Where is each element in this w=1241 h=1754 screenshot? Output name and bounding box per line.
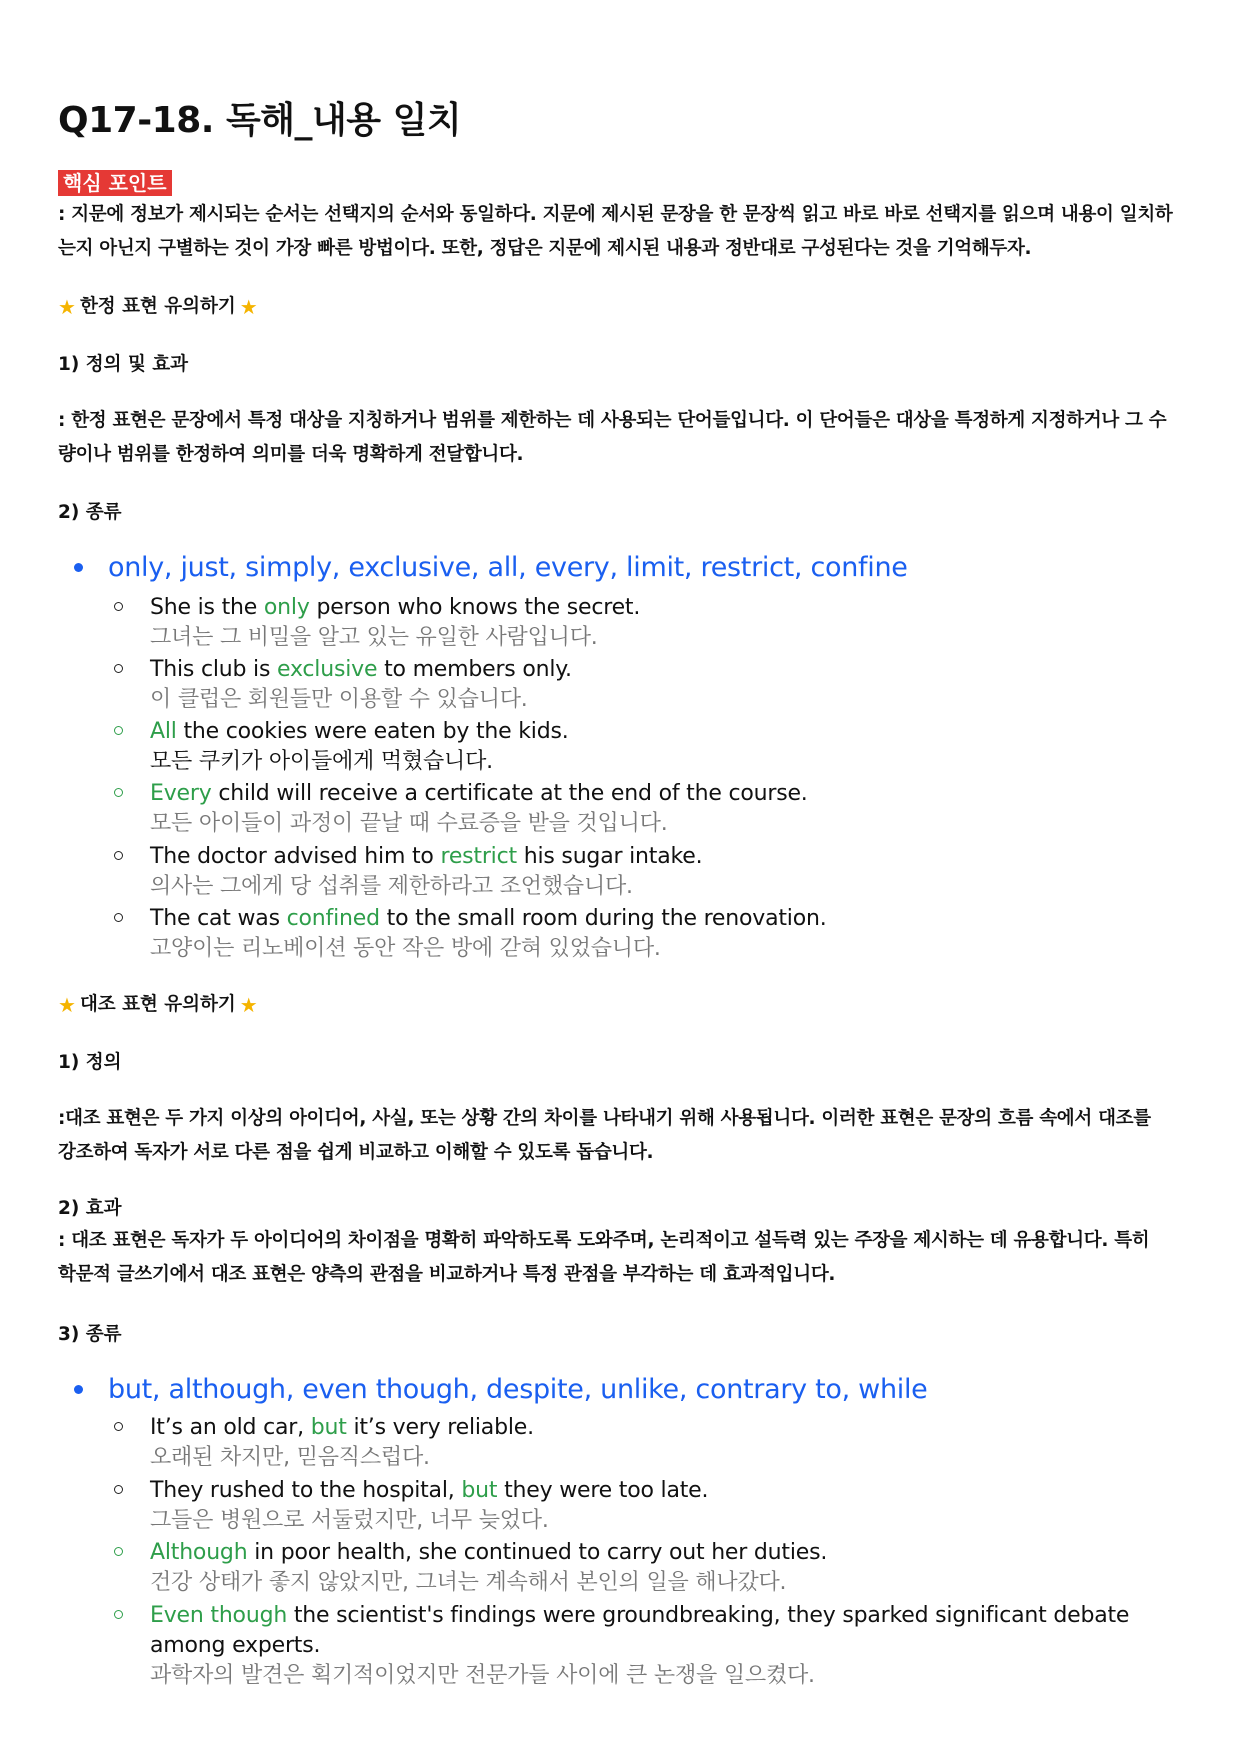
- example-item: [114, 779, 1194, 839]
- example-text: they were too late.: [497, 1478, 709, 1503]
- example-text: his sugar intake.: [516, 844, 703, 869]
- core-point-badge: 핵심 포인트: [58, 170, 172, 196]
- example-translation: 오래된 차지만, 믿음직스럽다.: [150, 1445, 430, 1470]
- example-text: The doctor advised him to: [150, 844, 441, 869]
- example-text: This club is: [150, 657, 278, 682]
- bullet-icon: [74, 1385, 83, 1394]
- circle-bullet-icon: [114, 1485, 123, 1494]
- example-item: [114, 1413, 1194, 1473]
- example-text: The cat was: [150, 906, 287, 931]
- section2-heading-text: 대조 표현 유의하기: [79, 994, 236, 1015]
- circle-bullet-icon: [114, 1422, 123, 1431]
- example-translation: 이 클럽은 회원들만 이용할 수 있습니다.: [150, 687, 528, 712]
- section1-bullet-text: only, just, simply, exclusive, all, every, limit, restrict, confine: [108, 552, 908, 583]
- section2-sub2-label: 2) 효과: [58, 1198, 122, 1219]
- example-keyword: Although: [150, 1540, 248, 1565]
- example-keyword: but: [461, 1478, 498, 1503]
- example-translation: 모든 쿠키가 아이들에게 먹혔습니다.: [150, 749, 493, 774]
- section1-bullet: [74, 552, 908, 583]
- circle-bullet-icon: [114, 602, 123, 611]
- example-keyword: confined: [286, 906, 380, 931]
- circle-bullet-icon: [114, 1547, 123, 1556]
- example-item: [114, 1601, 1184, 1691]
- core-point-text: : 지문에 정보가 제시되는 순서는 선택지의 순서와 동일하다. 지문에 제시된 문장을 한 문장씩 읽고 바로 바로 선택지를 읽으며 내용이 일치하는지 아닌지 구별하는 것이 가장 빠른 방법이다. 또한, 정답은 지문에 제시된 내용과 정반대로 구성된다는 것을 기억해두자.: [58, 204, 1173, 259]
- section1-sub2-label: 2) 종류: [58, 502, 122, 523]
- circle-bullet-icon: [114, 1610, 123, 1619]
- example-item: [114, 842, 1194, 902]
- example-text: to the small room during the renovation.: [379, 906, 827, 931]
- section2-sub3-label: 3) 종류: [58, 1324, 122, 1345]
- example-text: It’s an old car,: [150, 1415, 311, 1440]
- section2-bullet: [74, 1374, 928, 1405]
- circle-bullet-icon: [114, 788, 123, 797]
- example-item: [114, 1476, 1194, 1536]
- page-title: Q17-18. 독해_내용 일치: [58, 100, 462, 141]
- circle-bullet-icon: [114, 664, 123, 673]
- example-keyword: restrict: [440, 844, 517, 869]
- example-translation: 고양이는 리노베이션 동안 작은 방에 갇혀 있었습니다.: [150, 936, 661, 961]
- section1-sub1-label: 1) 정의 및 효과: [58, 354, 189, 375]
- example-translation: 그녀는 그 비밀을 알고 있는 유일한 사람입니다.: [150, 625, 598, 650]
- example-translation: 모든 아이들이 과정이 끝날 때 수료증을 받을 것입니다.: [150, 811, 668, 836]
- example-keyword: only: [263, 595, 310, 620]
- bullet-icon: [74, 563, 83, 572]
- section1-heading-text: 한정 표현 유의하기: [79, 296, 236, 317]
- circle-bullet-icon: [114, 913, 123, 922]
- example-keyword: All: [150, 719, 177, 744]
- example-translation: 의사는 그에게 당 섭취를 제한하라고 조언했습니다.: [150, 874, 633, 899]
- example-keyword: Every: [150, 781, 212, 806]
- section2-sub1-text: :대조 표현은 두 가지 이상의 아이디어, 사실, 또는 상황 간의 차이를 나타내기 위해 사용됩니다. 이러한 표현은 문장의 흐름 속에서 대조를 강조하여 독자가 서로 다른 점을 쉽게 비교하고 이해할 수 있도록 돕습니다.: [58, 1108, 1151, 1163]
- example-item: [114, 717, 1194, 777]
- example-text: They rushed to the hospital,: [150, 1478, 462, 1503]
- example-item: [114, 1538, 1194, 1598]
- example-text: She is the: [150, 595, 264, 620]
- example-translation: 과학자의 발견은 획기적이었지만 전문가들 사이에 큰 논쟁을 일으켰다.: [150, 1663, 815, 1688]
- example-translation: 건강 상태가 좋지 않았지만, 그녀는 계속해서 본인의 일을 해나갔다.: [150, 1570, 787, 1595]
- example-text: to members only.: [377, 657, 572, 682]
- example-text: child will receive a certificate at the end of the course.: [211, 781, 808, 806]
- example-text: in poor health, she continued to carry out her duties.: [247, 1540, 828, 1565]
- example-keyword: Even though: [150, 1603, 288, 1628]
- section2-sub2-text: : 대조 표현은 독자가 두 아이디어의 차이점을 명확히 파악하도록 도와주며, 논리적이고 설득력 있는 주장을 제시하는 데 유용합니다. 특히 학문적 글쓰기에서 대조 표현은 양측의 관점을 비교하거나 특정 관점을 부각하는 데 효과적입니다.: [58, 1230, 1150, 1285]
- example-item: [114, 904, 1194, 964]
- circle-bullet-icon: [114, 851, 123, 860]
- section1-sub1-text: : 한정 표현은 문장에서 특정 대상을 지칭하거나 범위를 제한하는 데 사용되는 단어들입니다. 이 단어들은 대상을 특정하게 지정하거나 그 수량이나 범위를 한정하여 의미를 더욱 명확하게 전달합니다.: [58, 410, 1167, 465]
- section1-heading: [58, 294, 258, 320]
- example-text: it’s very reliable.: [346, 1415, 534, 1440]
- star-icon: ★: [58, 295, 76, 319]
- example-item: [114, 655, 1194, 715]
- star-icon: ★: [239, 295, 258, 319]
- section2-sub1-label: 1) 정의: [58, 1052, 122, 1073]
- example-text: the scientist's findings were groundbreaking, they sparked significant debate among experts.: [150, 1603, 1130, 1658]
- section2-heading: [58, 992, 258, 1018]
- star-icon: ★: [58, 993, 76, 1017]
- example-translation: 그들은 병원으로 서둘렀지만, 너무 늦었다.: [150, 1508, 549, 1533]
- example-keyword: but: [310, 1415, 347, 1440]
- example-item: [114, 593, 1194, 653]
- star-icon: ★: [239, 993, 258, 1017]
- example-text: person who knows the secret.: [309, 595, 641, 620]
- section2-bullet-text: but, although, even though, despite, unlike, contrary to, while: [108, 1374, 928, 1405]
- example-keyword: exclusive: [277, 657, 378, 682]
- example-text: the cookies were eaten by the kids.: [176, 719, 569, 744]
- circle-bullet-icon: [114, 726, 123, 735]
